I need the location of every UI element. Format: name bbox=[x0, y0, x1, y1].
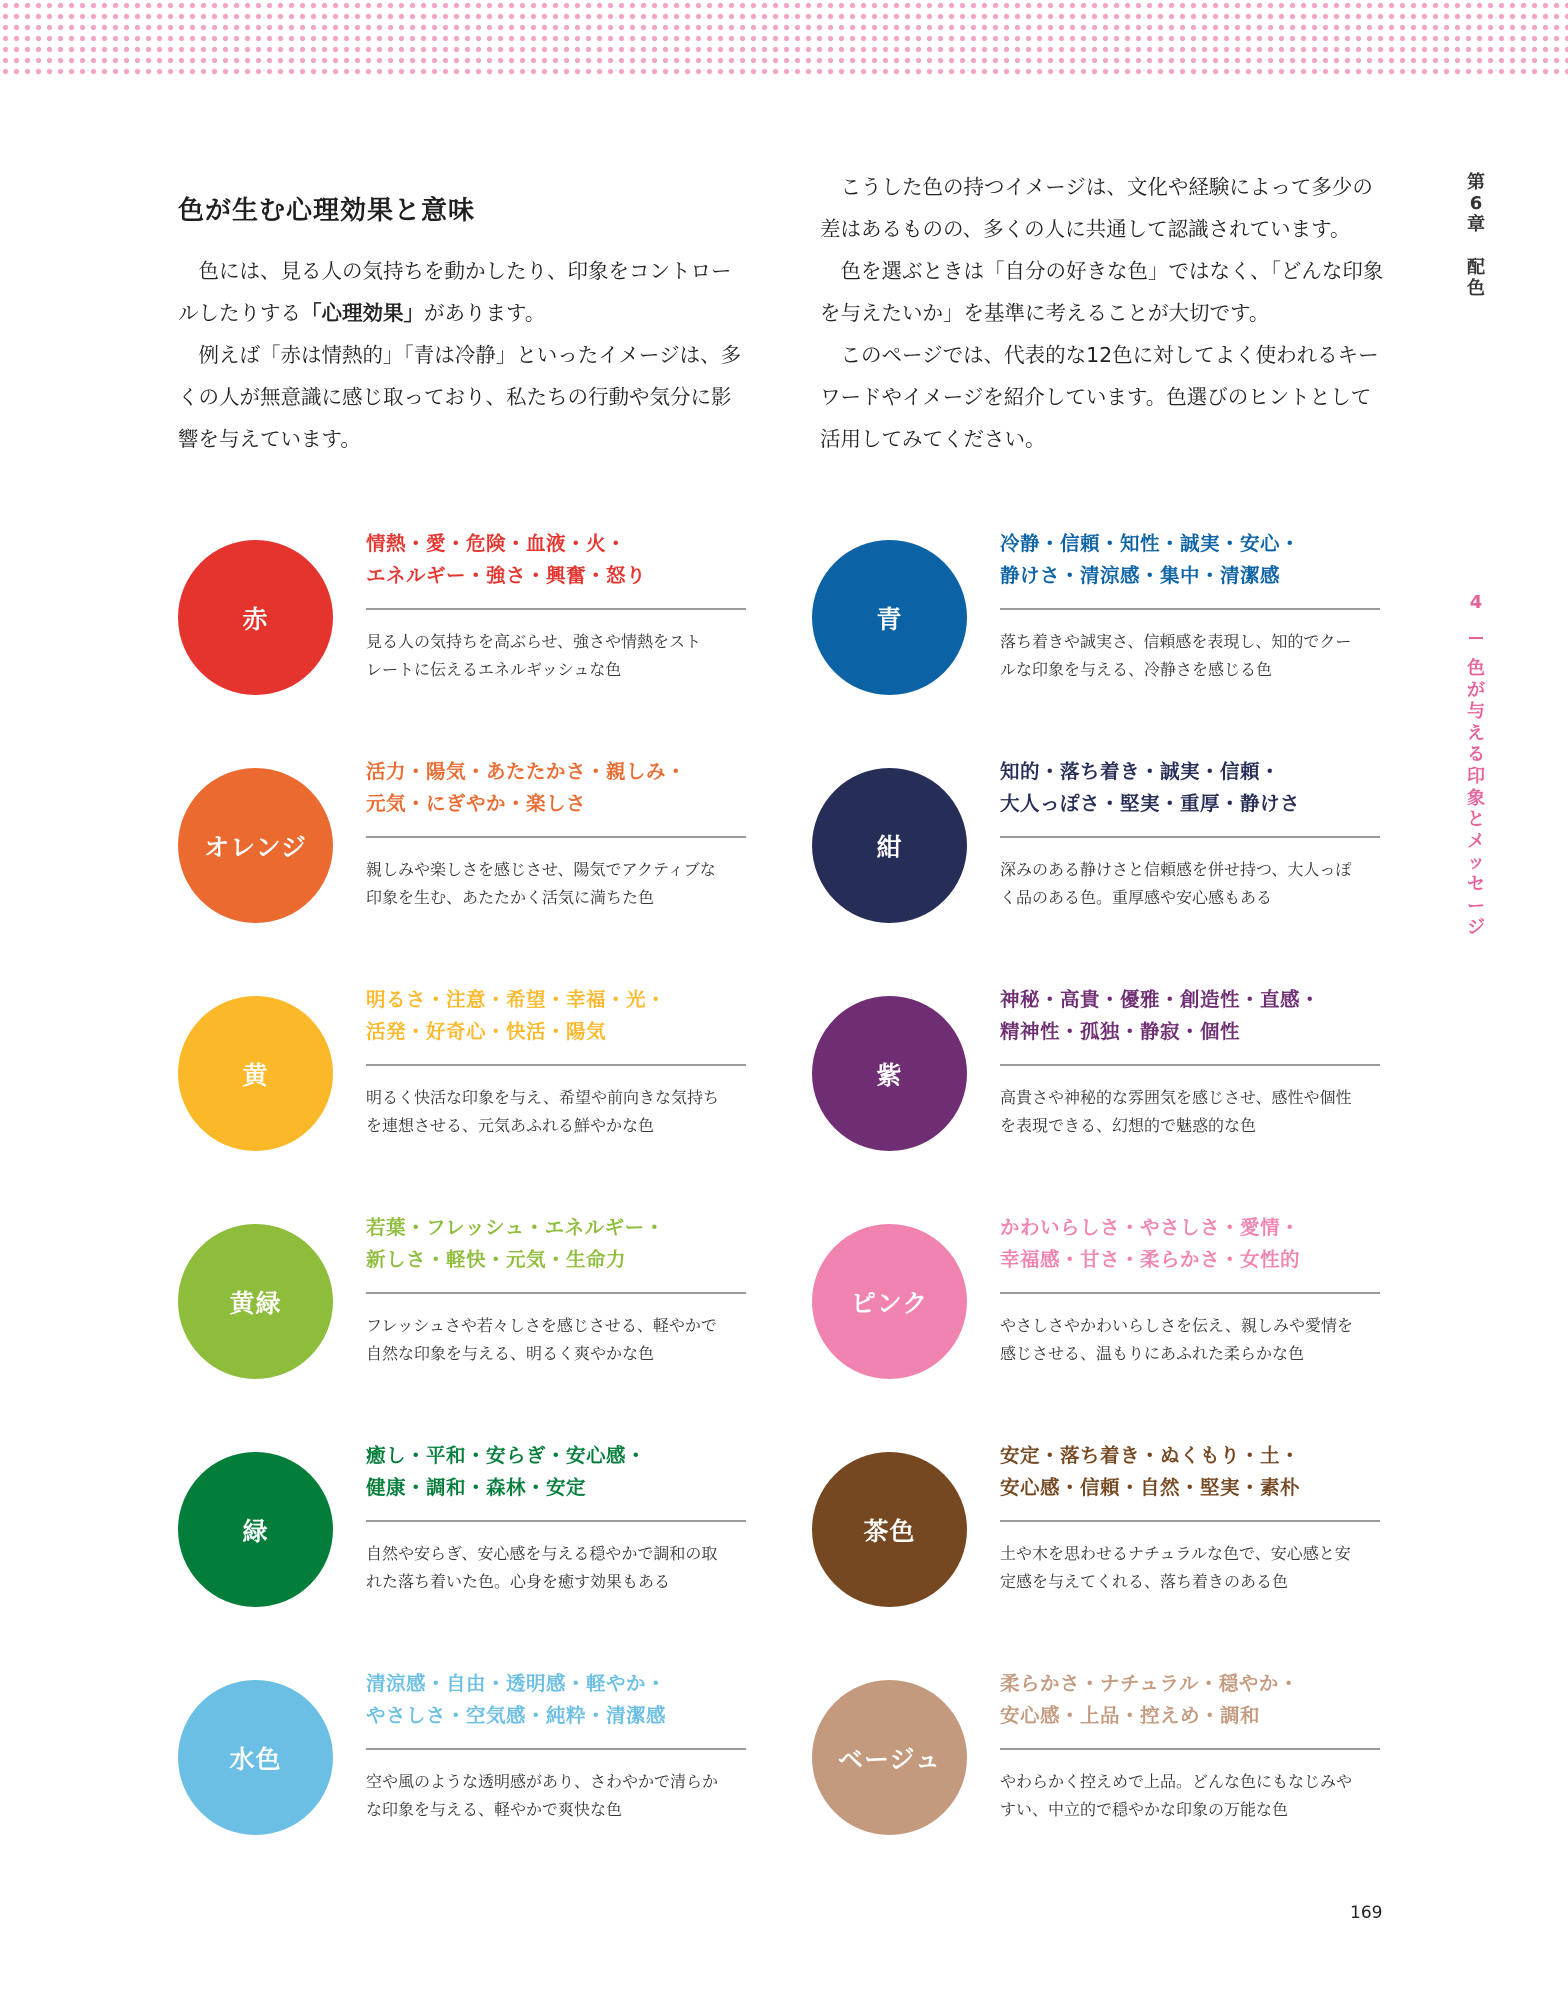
color-item bbox=[812, 528, 1382, 698]
keyword-line: 元気・にぎやか・楽しさ bbox=[366, 792, 587, 815]
description-line: れた落ち着いた色。心身を癒す効果もある bbox=[366, 1572, 671, 1591]
color-keywords bbox=[366, 1440, 756, 1504]
divider bbox=[1000, 1520, 1380, 1522]
description-line: フレッシュさや若々しさを感じさせる、軽やかで bbox=[366, 1316, 717, 1335]
color-keywords bbox=[1000, 1212, 1390, 1276]
keyword-line: 活力・陽気・あたたかさ・親しみ・ bbox=[366, 760, 687, 783]
color-item bbox=[178, 528, 748, 698]
color-item bbox=[178, 1668, 748, 1838]
chapter-label bbox=[1463, 172, 1489, 299]
divider bbox=[366, 836, 746, 838]
color-description bbox=[1000, 1540, 1390, 1596]
intro-bold-term: 「心理効果」 bbox=[301, 301, 424, 325]
color-name: 黄 bbox=[242, 1060, 269, 1090]
color-name: 青 bbox=[876, 604, 903, 634]
color-item bbox=[812, 756, 1382, 926]
description-line: レートに伝えるエネルギッシュな色 bbox=[366, 660, 622, 679]
description-line: 明るく快活な印象を与え、希望や前向きな気持ち bbox=[366, 1088, 719, 1107]
color-item bbox=[178, 984, 748, 1154]
description-line: を表現できる、幻想的で魅惑的な色 bbox=[1000, 1116, 1257, 1135]
keyword-line: 明るさ・注意・希望・幸福・光・ bbox=[366, 988, 667, 1011]
color-swatch bbox=[812, 996, 967, 1151]
color-swatch bbox=[178, 1224, 333, 1379]
keyword-line: 若葉・フレッシュ・エネルギー・ bbox=[366, 1216, 665, 1239]
section-number: 4 bbox=[1469, 592, 1483, 613]
color-keywords bbox=[366, 1668, 756, 1732]
color-name: 緑 bbox=[242, 1516, 269, 1546]
description-line: 自然や安らぎ、安心感を与える穏やかで調和の取 bbox=[366, 1544, 718, 1563]
keyword-line: 安心感・信頼・自然・堅実・素朴 bbox=[1000, 1476, 1301, 1499]
section-title-char: え bbox=[1467, 722, 1485, 744]
color-keywords bbox=[366, 1212, 756, 1276]
section-title-char: 印 bbox=[1467, 765, 1485, 787]
description-line: 定感を与えてくれる、落ち着きのある色 bbox=[1000, 1572, 1289, 1591]
color-keywords bbox=[1000, 756, 1390, 820]
intro-paragraph-1 bbox=[178, 250, 748, 334]
description-line: く品のある色。重厚感や安心感もある bbox=[1000, 888, 1273, 907]
color-item bbox=[178, 756, 748, 926]
keyword-line: 大人っぽさ・堅実・重厚・静けさ bbox=[1000, 792, 1301, 815]
color-keywords bbox=[366, 756, 756, 820]
color-item bbox=[812, 1668, 1382, 1838]
section-title-char: と bbox=[1467, 809, 1485, 831]
intro-paragraph-5: このページでは、代表的な12色に対してよく使われるキーワードやイメージを紹介しています。色選びのヒントとして活用してみてください。 bbox=[820, 343, 1379, 451]
color-item bbox=[812, 1212, 1382, 1382]
description-line: 親しみや楽しさを感じさせ、陽気でアクティブな bbox=[366, 860, 716, 879]
color-swatch bbox=[178, 996, 333, 1151]
intro-paragraph-2: 例えば「赤は情熱的」「青は冷静」といったイメージは、多くの人が無意識に感じ取っており、私たちの行動や気分に影響を与えています。 bbox=[178, 343, 742, 451]
keyword-line: 活発・好奇心・快活・陽気 bbox=[366, 1020, 607, 1043]
keyword-line: 癒し・平和・安らぎ・安心感・ bbox=[366, 1444, 647, 1467]
description-line: やさしさやかわいらしさを伝え、親しみや愛情を bbox=[1000, 1316, 1353, 1335]
section-title-char: 象 bbox=[1467, 787, 1485, 809]
color-name: 赤 bbox=[242, 604, 269, 634]
color-swatch bbox=[812, 768, 967, 923]
keyword-line: 新しさ・軽快・元気・生命力 bbox=[366, 1248, 627, 1271]
color-description bbox=[366, 1768, 756, 1824]
color-name: 茶色 bbox=[863, 1516, 916, 1546]
color-keywords bbox=[1000, 528, 1390, 592]
divider bbox=[1000, 608, 1380, 610]
divider bbox=[1000, 1748, 1380, 1750]
keyword-line: エネルギー・強さ・興奮・怒り bbox=[366, 564, 647, 587]
keyword-line: 神秘・高貴・優雅・創造性・直感・ bbox=[1000, 988, 1321, 1011]
divider bbox=[1000, 1292, 1380, 1294]
chapter-char: 章 bbox=[1467, 214, 1485, 235]
intro-text: があります。 bbox=[424, 301, 546, 325]
keyword-line: 幸福感・甘さ・柔らかさ・女性的 bbox=[1000, 1248, 1301, 1271]
page-number: 169 bbox=[1350, 1903, 1383, 1923]
chapter-gap bbox=[1463, 235, 1489, 257]
color-swatch bbox=[178, 1452, 333, 1607]
color-keywords bbox=[366, 528, 756, 592]
color-swatch bbox=[812, 540, 967, 695]
section-title-char: ー bbox=[1467, 895, 1485, 917]
color-swatch bbox=[812, 1452, 967, 1607]
keyword-line: 静けさ・清涼感・集中・清潔感 bbox=[1000, 564, 1281, 587]
color-description bbox=[1000, 1312, 1390, 1368]
divider bbox=[366, 608, 746, 610]
color-description bbox=[1000, 628, 1390, 684]
color-item bbox=[812, 984, 1382, 1154]
color-description bbox=[1000, 856, 1390, 912]
color-keywords bbox=[1000, 1440, 1390, 1504]
color-item bbox=[812, 1440, 1382, 1610]
description-line: 空や風のような透明感があり、さわやかで清らか bbox=[366, 1772, 719, 1791]
color-name: ピンク bbox=[850, 1288, 929, 1318]
keyword-line: 精神性・孤独・静寂・個性 bbox=[1000, 1020, 1241, 1043]
chapter-char: 配 bbox=[1467, 257, 1485, 278]
description-line: な印象を与える、軽やかで爽快な色 bbox=[366, 1800, 623, 1819]
keyword-line: 情熱・愛・危険・血液・火・ bbox=[366, 532, 627, 555]
color-name: 水色 bbox=[229, 1744, 282, 1774]
description-line: 高貴さや神秘的な雰囲気を感じさせ、感性や個性 bbox=[1000, 1088, 1352, 1107]
intro-paragraph-3: こうした色の持つイメージは、文化や経験によって多少の差はあるものの、多くの人に共通して認識されています。 bbox=[820, 175, 1373, 241]
section-title-char: 与 bbox=[1467, 701, 1485, 723]
color-name: ベージュ bbox=[837, 1744, 941, 1774]
color-description bbox=[366, 856, 756, 912]
section-dash bbox=[1469, 637, 1483, 639]
color-keywords bbox=[366, 984, 756, 1048]
section-title-char: セ bbox=[1467, 873, 1485, 895]
section-title-char: が bbox=[1467, 679, 1485, 701]
intro-paragraph-4: 色を選ぶときは「自分の好きな色」ではなく、「どんな印象を与えたいか」を基準に考えることが大切です。 bbox=[820, 259, 1384, 325]
keyword-line: 安定・落ち着き・ぬくもり・土・ bbox=[1000, 1444, 1301, 1467]
color-swatch bbox=[812, 1680, 967, 1835]
color-description bbox=[366, 1312, 756, 1368]
section-title-char: ッ bbox=[1467, 852, 1485, 874]
chapter-char: 色 bbox=[1467, 278, 1485, 299]
color-swatch bbox=[178, 768, 333, 923]
color-name: オレンジ bbox=[204, 832, 307, 862]
color-swatch bbox=[178, 1680, 333, 1835]
color-item bbox=[178, 1212, 748, 1382]
description-line: 感じさせる、温もりにあふれた柔らかな色 bbox=[1000, 1344, 1305, 1363]
color-name: 紫 bbox=[876, 1060, 903, 1090]
description-line: 深みのある静けさと信頼感を併せ持つ、大人っぽ bbox=[1000, 860, 1352, 879]
section-title-char: 色 bbox=[1467, 658, 1485, 679]
intro-left-column bbox=[178, 250, 748, 460]
description-line: 土や木を思わせるナチュラルな色で、安心感と安 bbox=[1000, 1544, 1351, 1563]
keyword-line: やさしさ・空気感・純粋・清潔感 bbox=[366, 1704, 667, 1727]
keyword-line: 柔らかさ・ナチュラル・穏やか・ bbox=[1000, 1672, 1299, 1695]
description-line: 見る人の気持ちを高ぶらせ、強さや情熱をスト bbox=[366, 632, 702, 651]
intro-text: 色には、見る人の気持ちを動かしたり、印象をコントロールしたりする bbox=[178, 259, 732, 325]
color-swatch bbox=[812, 1224, 967, 1379]
chapter-char: 第 bbox=[1467, 172, 1485, 193]
description-line: ルな印象を与える、冷静さを感じる色 bbox=[1000, 660, 1273, 679]
keyword-line: 健康・調和・森林・安定 bbox=[366, 1476, 587, 1499]
section-heading: 色が生む心理効果と意味 bbox=[178, 196, 476, 226]
section-title-char: メ bbox=[1467, 830, 1485, 852]
description-line: 落ち着きや誠実さ、信頼感を表現し、知的でクー bbox=[1000, 632, 1352, 651]
divider bbox=[1000, 1064, 1380, 1066]
divider bbox=[366, 1520, 746, 1522]
section-title-char: る bbox=[1467, 744, 1485, 766]
color-description bbox=[1000, 1768, 1390, 1824]
section-title bbox=[1463, 658, 1489, 939]
color-description bbox=[1000, 1084, 1390, 1140]
keyword-line: 安心感・上品・控えめ・調和 bbox=[1000, 1704, 1261, 1727]
divider bbox=[1000, 836, 1380, 838]
keyword-line: 清涼感・自由・透明感・軽やか・ bbox=[366, 1672, 667, 1695]
divider bbox=[366, 1064, 746, 1066]
color-description bbox=[366, 628, 756, 684]
color-description bbox=[366, 1540, 756, 1596]
chapter-char: 6 bbox=[1469, 193, 1483, 214]
description-line: 自然な印象を与える、明るく爽やかな色 bbox=[366, 1344, 655, 1363]
section-title-char: ジ bbox=[1467, 917, 1485, 939]
intro-right-column bbox=[820, 166, 1390, 460]
color-keywords bbox=[1000, 984, 1390, 1048]
divider bbox=[366, 1748, 746, 1750]
keyword-line: 冷静・信頼・知性・誠実・安心・ bbox=[1000, 532, 1301, 555]
color-keywords bbox=[1000, 1668, 1390, 1732]
color-name: 黄緑 bbox=[229, 1288, 282, 1318]
keyword-line: かわいらしさ・やさしさ・愛情・ bbox=[1000, 1216, 1301, 1239]
description-line: を連想させる、元気あふれる鮮やかな色 bbox=[366, 1116, 655, 1135]
color-name: 紺 bbox=[876, 832, 903, 862]
dotted-header-band bbox=[0, 0, 1568, 78]
description-line: すい、中立的で穏やかな印象の万能な色 bbox=[1000, 1800, 1289, 1819]
description-line: やわらかく控えめで上品。どんな色にもなじみや bbox=[1000, 1772, 1353, 1791]
description-line: 印象を生む、あたたかく活気に満ちた色 bbox=[366, 888, 655, 907]
color-description bbox=[366, 1084, 756, 1140]
color-item bbox=[178, 1440, 748, 1610]
color-swatch bbox=[178, 540, 333, 695]
divider bbox=[366, 1292, 746, 1294]
keyword-line: 知的・落ち着き・誠実・信頼・ bbox=[1000, 760, 1281, 783]
